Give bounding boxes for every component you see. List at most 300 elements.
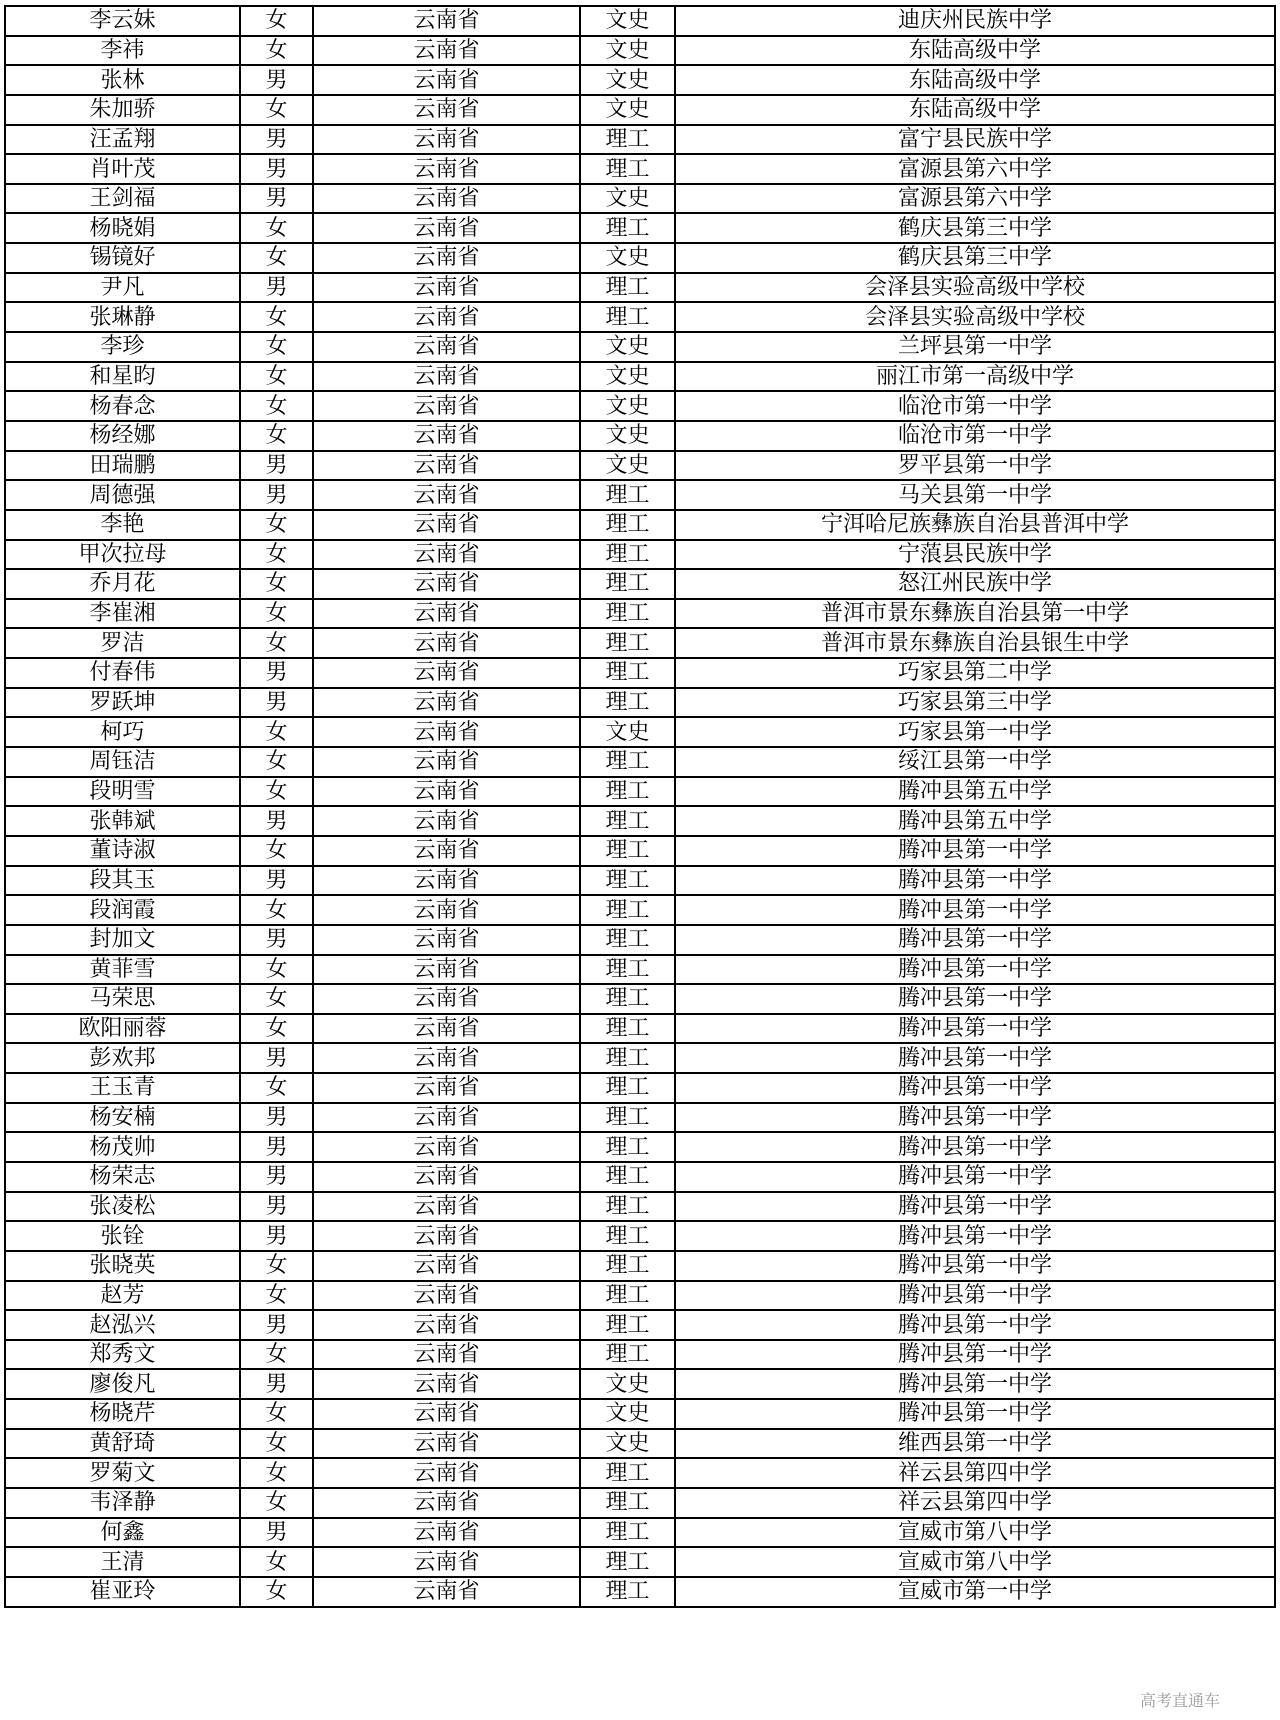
table-row — [5, 895, 1275, 925]
cell-province: 云南省 — [313, 1132, 580, 1162]
cell-gender: 女 — [240, 1340, 313, 1370]
table-row — [5, 65, 1275, 95]
cell-province: 云南省 — [313, 955, 580, 985]
cell-gender: 女 — [240, 1073, 313, 1103]
cell-school: 宁蒗县民族中学 — [675, 540, 1275, 570]
cell-name: 肖叶茂 — [5, 154, 240, 184]
cell-name: 张晓英 — [5, 1251, 240, 1281]
cell-school: 腾冲县第一中学 — [675, 1281, 1275, 1311]
roster-body — [5, 6, 1275, 1607]
cell-school: 腾冲县第五中学 — [675, 777, 1275, 807]
table-row — [5, 1251, 1275, 1281]
cell-school: 腾冲县第一中学 — [675, 895, 1275, 925]
table-row — [5, 362, 1275, 392]
cell-subject: 理工 — [580, 1221, 675, 1251]
cell-subject: 文史 — [580, 36, 675, 66]
cell-subject: 理工 — [580, 1103, 675, 1133]
cell-gender: 男 — [240, 480, 313, 510]
cell-gender: 男 — [240, 451, 313, 481]
table-row — [5, 540, 1275, 570]
table-row — [5, 866, 1275, 896]
cell-subject: 理工 — [580, 836, 675, 866]
cell-name: 张琳静 — [5, 302, 240, 332]
cell-gender: 女 — [240, 1488, 313, 1518]
cell-gender: 女 — [240, 569, 313, 599]
cell-name: 朱加骄 — [5, 95, 240, 125]
cell-province: 云南省 — [313, 451, 580, 481]
cell-name: 杨春念 — [5, 391, 240, 421]
cell-name: 杨茂帅 — [5, 1132, 240, 1162]
table-row — [5, 599, 1275, 629]
cell-province: 云南省 — [313, 1310, 580, 1340]
table-row — [5, 95, 1275, 125]
cell-name: 董诗淑 — [5, 836, 240, 866]
cell-province: 云南省 — [313, 213, 580, 243]
cell-subject: 理工 — [580, 747, 675, 777]
cell-subject: 理工 — [580, 925, 675, 955]
cell-gender: 女 — [240, 599, 313, 629]
cell-school: 富宁县民族中学 — [675, 125, 1275, 155]
cell-subject: 文史 — [580, 1399, 675, 1429]
table-row — [5, 628, 1275, 658]
cell-province: 云南省 — [313, 1014, 580, 1044]
cell-name: 杨安楠 — [5, 1103, 240, 1133]
cell-school: 普洱市景东彝族自治县银生中学 — [675, 628, 1275, 658]
cell-school: 临沧市第一中学 — [675, 421, 1275, 451]
cell-gender: 男 — [240, 273, 313, 303]
cell-subject: 理工 — [580, 895, 675, 925]
cell-name: 杨经娜 — [5, 421, 240, 451]
cell-province: 云南省 — [313, 747, 580, 777]
cell-subject: 理工 — [580, 866, 675, 896]
cell-subject: 理工 — [580, 777, 675, 807]
cell-province: 云南省 — [313, 1251, 580, 1281]
cell-gender: 女 — [240, 391, 313, 421]
table-row — [5, 391, 1275, 421]
cell-subject: 理工 — [580, 628, 675, 658]
cell-school: 巧家县第二中学 — [675, 658, 1275, 688]
table-row — [5, 658, 1275, 688]
cell-name: 赵芳 — [5, 1281, 240, 1311]
cell-gender: 女 — [240, 1281, 313, 1311]
cell-province: 云南省 — [313, 1429, 580, 1459]
table-row — [5, 1073, 1275, 1103]
cell-province: 云南省 — [313, 154, 580, 184]
cell-province: 云南省 — [313, 125, 580, 155]
cell-school: 宣威市第一中学 — [675, 1577, 1275, 1607]
cell-gender: 女 — [240, 36, 313, 66]
cell-subject: 理工 — [580, 1458, 675, 1488]
table-row — [5, 6, 1275, 36]
cell-school: 会泽县实验高级中学校 — [675, 302, 1275, 332]
cell-province: 云南省 — [313, 777, 580, 807]
table-row — [5, 273, 1275, 303]
cell-gender: 女 — [240, 777, 313, 807]
cell-province: 云南省 — [313, 243, 580, 273]
cell-name: 付春伟 — [5, 658, 240, 688]
cell-subject: 理工 — [580, 510, 675, 540]
cell-gender: 男 — [240, 1132, 313, 1162]
cell-school: 腾冲县第一中学 — [675, 1192, 1275, 1222]
cell-subject: 理工 — [580, 1547, 675, 1577]
cell-province: 云南省 — [313, 1043, 580, 1073]
cell-school: 腾冲县第一中学 — [675, 1162, 1275, 1192]
cell-province: 云南省 — [313, 599, 580, 629]
table-row — [5, 777, 1275, 807]
cell-gender: 女 — [240, 243, 313, 273]
cell-province: 云南省 — [313, 1103, 580, 1133]
cell-province: 云南省 — [313, 628, 580, 658]
cell-subject: 理工 — [580, 1340, 675, 1370]
cell-name: 马荣思 — [5, 984, 240, 1014]
cell-province: 云南省 — [313, 36, 580, 66]
table-row — [5, 36, 1275, 66]
cell-gender: 男 — [240, 65, 313, 95]
cell-name: 彭欢邦 — [5, 1043, 240, 1073]
cell-province: 云南省 — [313, 65, 580, 95]
cell-gender: 女 — [240, 421, 313, 451]
cell-name: 封加文 — [5, 925, 240, 955]
cell-school: 腾冲县第一中学 — [675, 1014, 1275, 1044]
cell-gender: 女 — [240, 510, 313, 540]
cell-school: 维西县第一中学 — [675, 1429, 1275, 1459]
cell-name: 和星昀 — [5, 362, 240, 392]
cell-school: 腾冲县第一中学 — [675, 866, 1275, 896]
cell-province: 云南省 — [313, 510, 580, 540]
cell-province: 云南省 — [313, 1399, 580, 1429]
cell-name: 周钰洁 — [5, 747, 240, 777]
cell-school: 腾冲县第一中学 — [675, 1103, 1275, 1133]
table-row — [5, 1399, 1275, 1429]
cell-subject: 文史 — [580, 184, 675, 214]
cell-school: 巧家县第三中学 — [675, 688, 1275, 718]
cell-gender: 男 — [240, 1518, 313, 1548]
cell-name: 韦泽静 — [5, 1488, 240, 1518]
table-row — [5, 243, 1275, 273]
cell-province: 云南省 — [313, 866, 580, 896]
cell-school: 腾冲县第一中学 — [675, 1221, 1275, 1251]
cell-subject: 理工 — [580, 1073, 675, 1103]
cell-province: 云南省 — [313, 1458, 580, 1488]
cell-gender: 女 — [240, 6, 313, 36]
cell-gender: 男 — [240, 154, 313, 184]
cell-school: 丽江市第一高级中学 — [675, 362, 1275, 392]
cell-gender: 女 — [240, 628, 313, 658]
cell-name: 李祎 — [5, 36, 240, 66]
cell-province: 云南省 — [313, 569, 580, 599]
table-row — [5, 984, 1275, 1014]
cell-province: 云南省 — [313, 540, 580, 570]
table-row — [5, 1429, 1275, 1459]
cell-subject: 文史 — [580, 1429, 675, 1459]
cell-province: 云南省 — [313, 925, 580, 955]
cell-subject: 理工 — [580, 955, 675, 985]
cell-province: 云南省 — [313, 480, 580, 510]
cell-subject: 理工 — [580, 302, 675, 332]
cell-school: 腾冲县第一中学 — [675, 1132, 1275, 1162]
cell-school: 宣威市第八中学 — [675, 1518, 1275, 1548]
table-row — [5, 1192, 1275, 1222]
cell-school: 祥云县第四中学 — [675, 1488, 1275, 1518]
table-row — [5, 302, 1275, 332]
cell-gender: 女 — [240, 362, 313, 392]
table-row — [5, 747, 1275, 777]
cell-school: 鹤庆县第三中学 — [675, 213, 1275, 243]
cell-province: 云南省 — [313, 1547, 580, 1577]
cell-school: 宁洱哈尼族彝族自治县普洱中学 — [675, 510, 1275, 540]
cell-name: 李云妹 — [5, 6, 240, 36]
cell-province: 云南省 — [313, 184, 580, 214]
table-row — [5, 1162, 1275, 1192]
cell-school: 怒江州民族中学 — [675, 569, 1275, 599]
cell-name: 崔亚玲 — [5, 1577, 240, 1607]
cell-subject: 文史 — [580, 243, 675, 273]
cell-province: 云南省 — [313, 1518, 580, 1548]
cell-school: 腾冲县第一中学 — [675, 1043, 1275, 1073]
cell-gender: 女 — [240, 836, 313, 866]
table-row — [5, 184, 1275, 214]
table-row — [5, 955, 1275, 985]
cell-province: 云南省 — [313, 1073, 580, 1103]
cell-subject: 文史 — [580, 6, 675, 36]
cell-subject: 理工 — [580, 1488, 675, 1518]
cell-subject: 理工 — [580, 1162, 675, 1192]
cell-name: 杨晓娟 — [5, 213, 240, 243]
cell-gender: 女 — [240, 717, 313, 747]
cell-gender: 男 — [240, 925, 313, 955]
table-row — [5, 1103, 1275, 1133]
table-row — [5, 421, 1275, 451]
cell-name: 王玉青 — [5, 1073, 240, 1103]
cell-gender: 女 — [240, 1251, 313, 1281]
table-row — [5, 1577, 1275, 1607]
cell-name: 罗洁 — [5, 628, 240, 658]
cell-name: 柯巧 — [5, 717, 240, 747]
cell-name: 李珍 — [5, 332, 240, 362]
cell-subject: 理工 — [580, 154, 675, 184]
cell-school: 腾冲县第一中学 — [675, 984, 1275, 1014]
cell-gender: 女 — [240, 1577, 313, 1607]
cell-name: 张韩斌 — [5, 806, 240, 836]
cell-school: 腾冲县第一中学 — [675, 1251, 1275, 1281]
cell-name: 尹凡 — [5, 273, 240, 303]
cell-gender: 男 — [240, 688, 313, 718]
table-row — [5, 480, 1275, 510]
cell-gender: 女 — [240, 955, 313, 985]
cell-gender: 女 — [240, 747, 313, 777]
cell-subject: 理工 — [580, 806, 675, 836]
cell-school: 腾冲县第一中学 — [675, 955, 1275, 985]
cell-province: 云南省 — [313, 95, 580, 125]
cell-province: 云南省 — [313, 836, 580, 866]
cell-name: 杨荣志 — [5, 1162, 240, 1192]
cell-name: 李艳 — [5, 510, 240, 540]
cell-name: 乔月花 — [5, 569, 240, 599]
cell-name: 段润霞 — [5, 895, 240, 925]
cell-province: 云南省 — [313, 332, 580, 362]
cell-school: 兰坪县第一中学 — [675, 332, 1275, 362]
cell-school: 富源县第六中学 — [675, 184, 1275, 214]
cell-province: 云南省 — [313, 688, 580, 718]
cell-name: 李崔湘 — [5, 599, 240, 629]
cell-province: 云南省 — [313, 391, 580, 421]
cell-province: 云南省 — [313, 6, 580, 36]
cell-name: 廖俊凡 — [5, 1369, 240, 1399]
cell-subject: 文史 — [580, 65, 675, 95]
cell-school: 鹤庆县第三中学 — [675, 243, 1275, 273]
cell-gender: 男 — [240, 1103, 313, 1133]
cell-school: 马关县第一中学 — [675, 480, 1275, 510]
cell-gender: 女 — [240, 1458, 313, 1488]
cell-province: 云南省 — [313, 1488, 580, 1518]
cell-gender: 女 — [240, 984, 313, 1014]
cell-school: 腾冲县第一中学 — [675, 1399, 1275, 1429]
cell-school: 罗平县第一中学 — [675, 451, 1275, 481]
cell-gender: 女 — [240, 332, 313, 362]
cell-subject: 理工 — [580, 1043, 675, 1073]
cell-subject: 理工 — [580, 125, 675, 155]
cell-school: 巧家县第一中学 — [675, 717, 1275, 747]
cell-province: 云南省 — [313, 1340, 580, 1370]
cell-name: 罗菊文 — [5, 1458, 240, 1488]
cell-school: 临沧市第一中学 — [675, 391, 1275, 421]
table-row — [5, 1340, 1275, 1370]
cell-subject: 理工 — [580, 540, 675, 570]
cell-subject: 文史 — [580, 421, 675, 451]
cell-subject: 理工 — [580, 1014, 675, 1044]
cell-gender: 男 — [240, 1192, 313, 1222]
table-row — [5, 1310, 1275, 1340]
table-row — [5, 1518, 1275, 1548]
cell-gender: 男 — [240, 1221, 313, 1251]
cell-province: 云南省 — [313, 658, 580, 688]
cell-name: 王清 — [5, 1547, 240, 1577]
cell-school: 腾冲县第一中学 — [675, 1073, 1275, 1103]
cell-gender: 男 — [240, 1369, 313, 1399]
cell-province: 云南省 — [313, 302, 580, 332]
cell-gender: 女 — [240, 302, 313, 332]
cell-school: 祥云县第四中学 — [675, 1458, 1275, 1488]
cell-school: 迪庆州民族中学 — [675, 6, 1275, 36]
cell-subject: 理工 — [580, 213, 675, 243]
cell-name: 罗跃坤 — [5, 688, 240, 718]
table-row — [5, 806, 1275, 836]
cell-gender: 男 — [240, 1043, 313, 1073]
table-row — [5, 1547, 1275, 1577]
cell-subject: 文史 — [580, 451, 675, 481]
table-row — [5, 688, 1275, 718]
table-row — [5, 1221, 1275, 1251]
cell-gender: 女 — [240, 895, 313, 925]
cell-name: 段其玉 — [5, 866, 240, 896]
cell-school: 腾冲县第一中学 — [675, 1340, 1275, 1370]
cell-name: 甲次拉母 — [5, 540, 240, 570]
cell-subject: 理工 — [580, 1132, 675, 1162]
cell-name: 何鑫 — [5, 1518, 240, 1548]
cell-gender: 女 — [240, 1429, 313, 1459]
cell-subject: 理工 — [580, 1310, 675, 1340]
table-row — [5, 836, 1275, 866]
cell-name: 段明雪 — [5, 777, 240, 807]
table-row — [5, 1281, 1275, 1311]
cell-subject: 文史 — [580, 362, 675, 392]
table-row — [5, 332, 1275, 362]
cell-subject: 理工 — [580, 1518, 675, 1548]
table-row — [5, 451, 1275, 481]
cell-school: 东陆高级中学 — [675, 36, 1275, 66]
cell-school: 东陆高级中学 — [675, 95, 1275, 125]
cell-subject: 文史 — [580, 1369, 675, 1399]
cell-name: 周德强 — [5, 480, 240, 510]
cell-school: 普洱市景东彝族自治县第一中学 — [675, 599, 1275, 629]
cell-gender: 女 — [240, 213, 313, 243]
cell-school: 会泽县实验高级中学校 — [675, 273, 1275, 303]
cell-school: 腾冲县第五中学 — [675, 806, 1275, 836]
cell-gender: 男 — [240, 806, 313, 836]
table-row — [5, 925, 1275, 955]
cell-province: 云南省 — [313, 421, 580, 451]
watermark-text: 高考直通车 — [1140, 1691, 1221, 1710]
table-row — [5, 717, 1275, 747]
table-row — [5, 1369, 1275, 1399]
cell-gender: 女 — [240, 95, 313, 125]
cell-name: 张林 — [5, 65, 240, 95]
table-row — [5, 510, 1275, 540]
cell-name: 张凌松 — [5, 1192, 240, 1222]
cell-province: 云南省 — [313, 1221, 580, 1251]
cell-subject: 理工 — [580, 1281, 675, 1311]
cell-gender: 男 — [240, 658, 313, 688]
cell-gender: 男 — [240, 866, 313, 896]
cell-school: 腾冲县第一中学 — [675, 1310, 1275, 1340]
cell-province: 云南省 — [313, 984, 580, 1014]
cell-name: 田瑞鹏 — [5, 451, 240, 481]
roster-table — [4, 5, 1276, 1608]
table-row — [5, 1043, 1275, 1073]
table-row — [5, 1488, 1275, 1518]
cell-province: 云南省 — [313, 806, 580, 836]
cell-province: 云南省 — [313, 1162, 580, 1192]
cell-subject: 理工 — [580, 688, 675, 718]
table-row — [5, 213, 1275, 243]
cell-name: 黄菲雪 — [5, 955, 240, 985]
cell-subject: 理工 — [580, 1251, 675, 1281]
cell-gender: 男 — [240, 125, 313, 155]
cell-gender: 女 — [240, 540, 313, 570]
cell-province: 云南省 — [313, 362, 580, 392]
cell-name: 锡镜好 — [5, 243, 240, 273]
cell-name: 杨晓芹 — [5, 1399, 240, 1429]
cell-subject: 理工 — [580, 1577, 675, 1607]
table-row — [5, 1014, 1275, 1044]
cell-gender: 女 — [240, 1547, 313, 1577]
cell-subject: 文史 — [580, 332, 675, 362]
cell-subject: 文史 — [580, 95, 675, 125]
cell-subject: 文史 — [580, 391, 675, 421]
cell-name: 张铨 — [5, 1221, 240, 1251]
cell-gender: 男 — [240, 1310, 313, 1340]
cell-province: 云南省 — [313, 1281, 580, 1311]
cell-gender: 女 — [240, 1399, 313, 1429]
cell-subject: 文史 — [580, 717, 675, 747]
table-row — [5, 1458, 1275, 1488]
cell-school: 东陆高级中学 — [675, 65, 1275, 95]
cell-school: 富源县第六中学 — [675, 154, 1275, 184]
cell-school: 宣威市第八中学 — [675, 1547, 1275, 1577]
cell-province: 云南省 — [313, 273, 580, 303]
cell-gender: 男 — [240, 1162, 313, 1192]
table-row — [5, 154, 1275, 184]
